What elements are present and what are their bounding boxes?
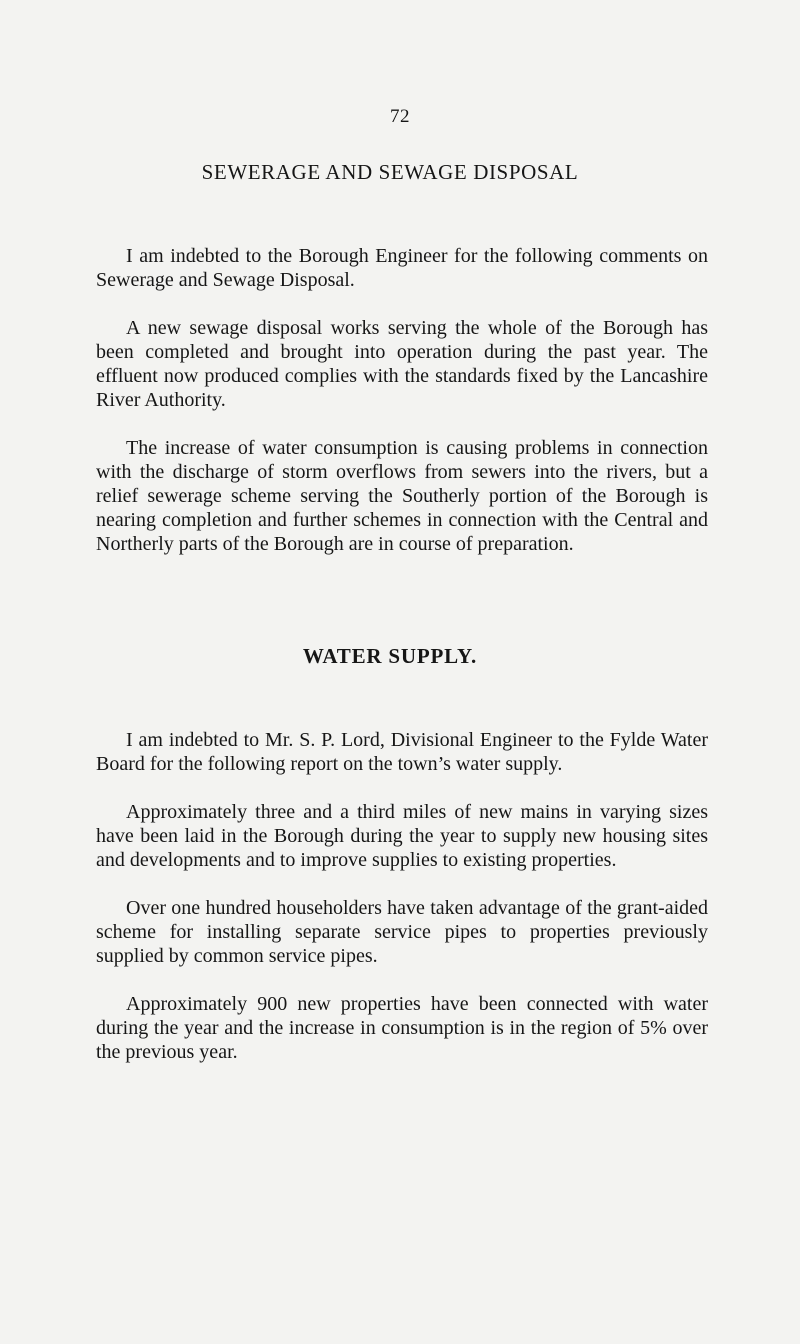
page-number: 72 <box>390 106 410 127</box>
paragraph-sewerage-intro: I am indebted to the Borough Engineer for the following comments on Sewerage and Sewage Disposal. <box>96 245 708 291</box>
section-heading-sewerage: SEWERAGE AND SEWAGE DISPOSAL <box>201 160 579 184</box>
paragraph-water-intro: I am indebted to Mr. S. P. Lord, Divisional Engineer to the Fylde Water Board for the following report on the town’s water supply. <box>96 729 708 775</box>
section-heading-water-supply: WATER SUPPLY. <box>302 644 478 668</box>
paragraph-storm-overflows: The increase of water consumption is causing problems in connection with the discharge of storm overflows from sewers into the rivers, but a relief sewerage scheme serving the Southerly portion of the Borough is nearing completion and further schemes in connection with the Central and Northerly parts of the Borough are in course of preparation. <box>96 437 708 555</box>
paragraph-new-properties: Approximately 900 new properties have been connected with water during the year and the increase in consumption is in the region of 5% over the previous year. <box>96 993 708 1063</box>
paragraph-new-mains: Approximately three and a third miles of new mains in varying sizes have been laid in the Borough during the year to supply new housing sites and developments and to improve supplies to existing properties. <box>96 801 708 871</box>
paragraph-service-pipes: Over one hundred householders have taken advantage of the grant-aided scheme for installing separate service pipes to properties previously supplied by common service pipes. <box>96 897 708 967</box>
paragraph-sewage-works: A new sewage disposal works serving the whole of the Borough has been completed and brought into operation during the past year. The effluent now produced complies with the standards fixed by the Lancashire River Authority. <box>96 317 708 411</box>
